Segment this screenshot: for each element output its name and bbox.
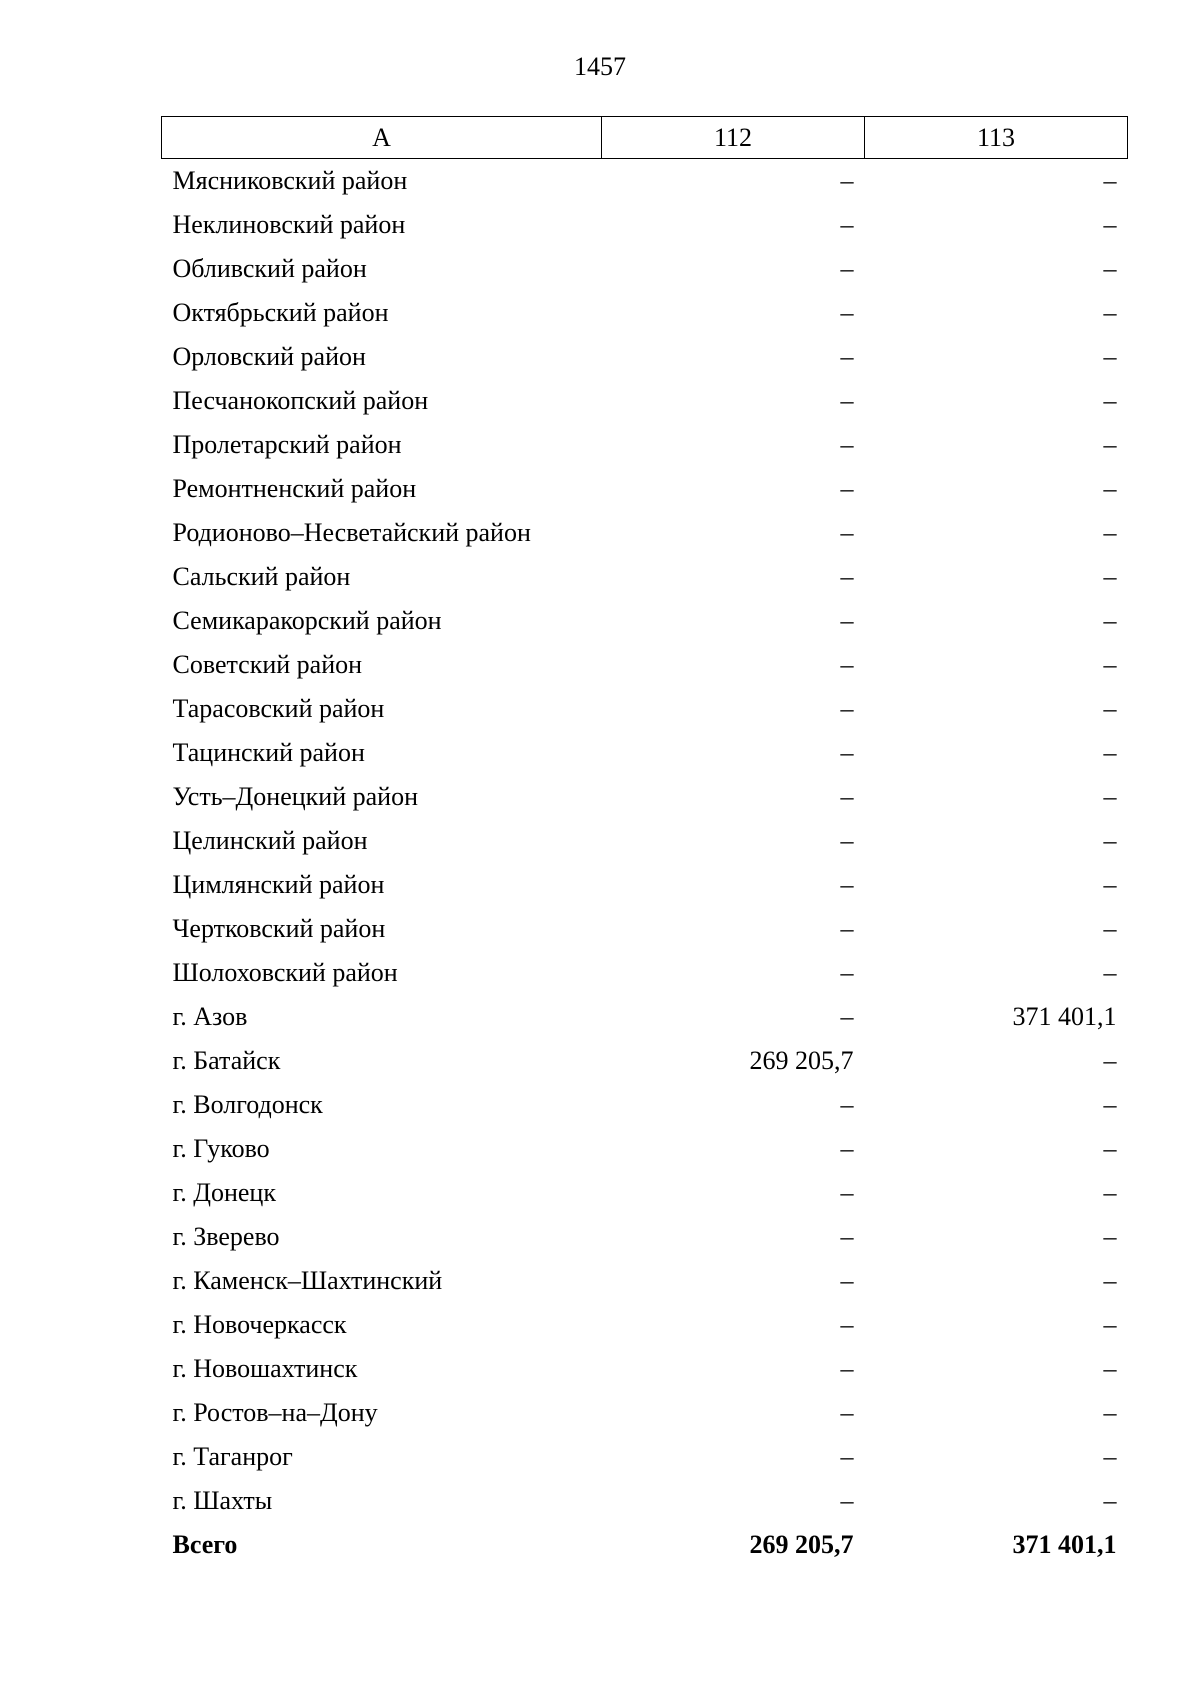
- row-name-cell: г. Новочеркасск: [172, 1310, 347, 1339]
- table-row: [162, 1083, 1128, 1127]
- row-value-113-cell: –: [1103, 914, 1117, 943]
- row-value-113-cell: –: [1103, 430, 1117, 459]
- row-name-cell: Цимлянский район: [172, 870, 385, 899]
- header-cell-112: 112: [602, 117, 865, 159]
- table-row: [162, 247, 1128, 291]
- row-value-112-cell: 269 205,7: [749, 1046, 854, 1075]
- table-row: [162, 907, 1128, 951]
- table-row: [162, 995, 1128, 1039]
- row-value-112-cell: –: [840, 694, 854, 723]
- row-name-cell: Тарасовский район: [172, 694, 385, 723]
- table-row: [162, 1347, 1128, 1391]
- table-row: [162, 819, 1128, 863]
- row-name-cell: г. Гуково: [172, 1134, 270, 1163]
- table-row: [162, 555, 1128, 599]
- row-value-112-cell: –: [840, 518, 854, 547]
- table-row: [162, 159, 1128, 204]
- header-cell-113: 113: [865, 117, 1128, 159]
- row-value-112-cell: –: [840, 606, 854, 635]
- row-value-112-cell: –: [840, 1090, 854, 1119]
- table-row: [162, 467, 1128, 511]
- row-name-cell: Сальский район: [172, 562, 351, 591]
- row-name-cell: Пролетарский район: [172, 430, 402, 459]
- row-value-112-cell: –: [840, 166, 854, 195]
- table-row: [162, 1259, 1128, 1303]
- row-value-113-cell: –: [1103, 1090, 1117, 1119]
- row-name-cell: г. Донецк: [172, 1178, 276, 1207]
- total-row: [162, 1523, 1128, 1567]
- header-cell-a: А: [162, 117, 602, 159]
- row-value-113-cell: –: [1103, 210, 1117, 239]
- row-name-cell: Советский район: [172, 650, 363, 679]
- row-name-cell: г. Батайск: [172, 1046, 281, 1075]
- row-value-112-cell: –: [840, 826, 854, 855]
- data-table: [161, 116, 1128, 1567]
- total-label-cell: Всего: [172, 1530, 238, 1559]
- table-row: [162, 599, 1128, 643]
- row-value-113-cell: –: [1103, 738, 1117, 767]
- row-value-113-cell: –: [1103, 606, 1117, 635]
- table-row: [162, 291, 1128, 335]
- table-row: [162, 643, 1128, 687]
- row-name-cell: Мясниковский район: [172, 166, 408, 195]
- row-name-cell: г. Каменск–Шахтинский: [172, 1266, 443, 1295]
- row-value-112-cell: –: [840, 782, 854, 811]
- row-value-113-cell: –: [1103, 650, 1117, 679]
- row-name-cell: г. Азов: [172, 1002, 248, 1031]
- table-row: [162, 687, 1128, 731]
- table-row: [162, 511, 1128, 555]
- row-value-113-cell: –: [1103, 1398, 1117, 1427]
- row-name-cell: г. Новошахтинск: [172, 1354, 358, 1383]
- total-value-112-cell: 269 205,7: [749, 1530, 854, 1559]
- row-value-112-cell: –: [840, 298, 854, 327]
- row-value-112-cell: –: [840, 342, 854, 371]
- row-value-112-cell: –: [840, 1486, 854, 1515]
- row-value-112-cell: –: [840, 1266, 854, 1295]
- table-row: [162, 423, 1128, 467]
- row-value-113-cell: –: [1103, 1442, 1117, 1471]
- table-row: [162, 863, 1128, 907]
- table-body: [162, 159, 1128, 1568]
- table-row: [162, 1435, 1128, 1479]
- row-value-113-cell: –: [1103, 870, 1117, 899]
- row-value-112-cell: –: [840, 1442, 854, 1471]
- row-value-113-cell: –: [1103, 342, 1117, 371]
- table-row: [162, 1303, 1128, 1347]
- row-value-112-cell: –: [840, 1310, 854, 1339]
- table-row: [162, 379, 1128, 423]
- row-value-112-cell: –: [840, 1222, 854, 1251]
- row-value-112-cell: –: [840, 650, 854, 679]
- table-row: [162, 731, 1128, 775]
- row-value-112-cell: –: [840, 562, 854, 591]
- row-value-113-cell: –: [1103, 1046, 1117, 1075]
- row-name-cell: Семикаракорский район: [172, 606, 442, 635]
- row-name-cell: г. Ростов–на–Дону: [172, 1398, 378, 1427]
- row-name-cell: Октябрьский район: [172, 298, 389, 327]
- table-row: [162, 1171, 1128, 1215]
- row-value-113-cell: –: [1103, 562, 1117, 591]
- row-value-113-cell: –: [1103, 1310, 1117, 1339]
- row-value-112-cell: –: [840, 958, 854, 987]
- row-value-112-cell: –: [840, 386, 854, 415]
- row-name-cell: Песчанокопский район: [172, 386, 429, 415]
- row-value-113-cell: –: [1103, 1134, 1117, 1163]
- row-value-113-cell: –: [1103, 1486, 1117, 1515]
- row-value-113-cell: –: [1103, 1178, 1117, 1207]
- row-name-cell: Шолоховский район: [172, 958, 398, 987]
- row-value-112-cell: –: [840, 1178, 854, 1207]
- table-row: [162, 1479, 1128, 1523]
- row-name-cell: Чертковский район: [172, 914, 386, 943]
- row-value-112-cell: –: [840, 1354, 854, 1383]
- row-value-113-cell: –: [1103, 1354, 1117, 1383]
- row-name-cell: г. Волгодонск: [172, 1090, 323, 1119]
- row-value-113-cell: –: [1103, 254, 1117, 283]
- row-value-113-cell: 371 401,1: [1012, 1002, 1117, 1031]
- row-name-cell: г. Таганрог: [172, 1442, 293, 1471]
- table-row: [162, 951, 1128, 995]
- row-name-cell: Усть–Донецкий район: [172, 782, 418, 811]
- row-value-112-cell: –: [840, 254, 854, 283]
- table-header: [162, 117, 1128, 159]
- row-value-113-cell: –: [1103, 386, 1117, 415]
- header-row: [162, 117, 1128, 159]
- page-number: 1457: [574, 52, 626, 81]
- row-value-112-cell: –: [840, 474, 854, 503]
- row-name-cell: Обливский район: [172, 254, 367, 283]
- row-value-112-cell: –: [840, 870, 854, 899]
- table-row: [162, 1215, 1128, 1259]
- row-value-113-cell: –: [1103, 166, 1117, 195]
- row-value-113-cell: –: [1103, 782, 1117, 811]
- row-value-113-cell: –: [1103, 1266, 1117, 1295]
- row-name-cell: Ремонтненский район: [172, 474, 417, 503]
- row-value-112-cell: –: [840, 1002, 854, 1031]
- row-name-cell: г. Шахты: [172, 1486, 273, 1515]
- row-name-cell: г. Зверево: [172, 1222, 280, 1251]
- row-name-cell: Неклиновский район: [172, 210, 406, 239]
- row-value-112-cell: –: [840, 430, 854, 459]
- row-name-cell: Родионово–Несветайский район: [172, 518, 531, 547]
- row-value-112-cell: –: [840, 1398, 854, 1427]
- table-row: [162, 1127, 1128, 1171]
- row-value-113-cell: –: [1103, 694, 1117, 723]
- table-row: [162, 1039, 1128, 1083]
- table-row: [162, 203, 1128, 247]
- row-value-112-cell: –: [840, 738, 854, 767]
- row-value-113-cell: –: [1103, 474, 1117, 503]
- row-value-113-cell: –: [1103, 826, 1117, 855]
- table-row: [162, 775, 1128, 819]
- row-value-113-cell: –: [1103, 1222, 1117, 1251]
- table-row: [162, 335, 1128, 379]
- row-value-113-cell: –: [1103, 298, 1117, 327]
- row-value-113-cell: –: [1103, 518, 1117, 547]
- table-row: [162, 1391, 1128, 1435]
- row-value-113-cell: –: [1103, 958, 1117, 987]
- row-name-cell: Орловский район: [172, 342, 366, 371]
- total-value-113-cell: 371 401,1: [1012, 1530, 1117, 1559]
- row-name-cell: Целинский район: [172, 826, 368, 855]
- row-value-112-cell: –: [840, 914, 854, 943]
- row-value-112-cell: –: [840, 1134, 854, 1163]
- row-name-cell: Тацинский район: [172, 738, 365, 767]
- row-value-112-cell: –: [840, 210, 854, 239]
